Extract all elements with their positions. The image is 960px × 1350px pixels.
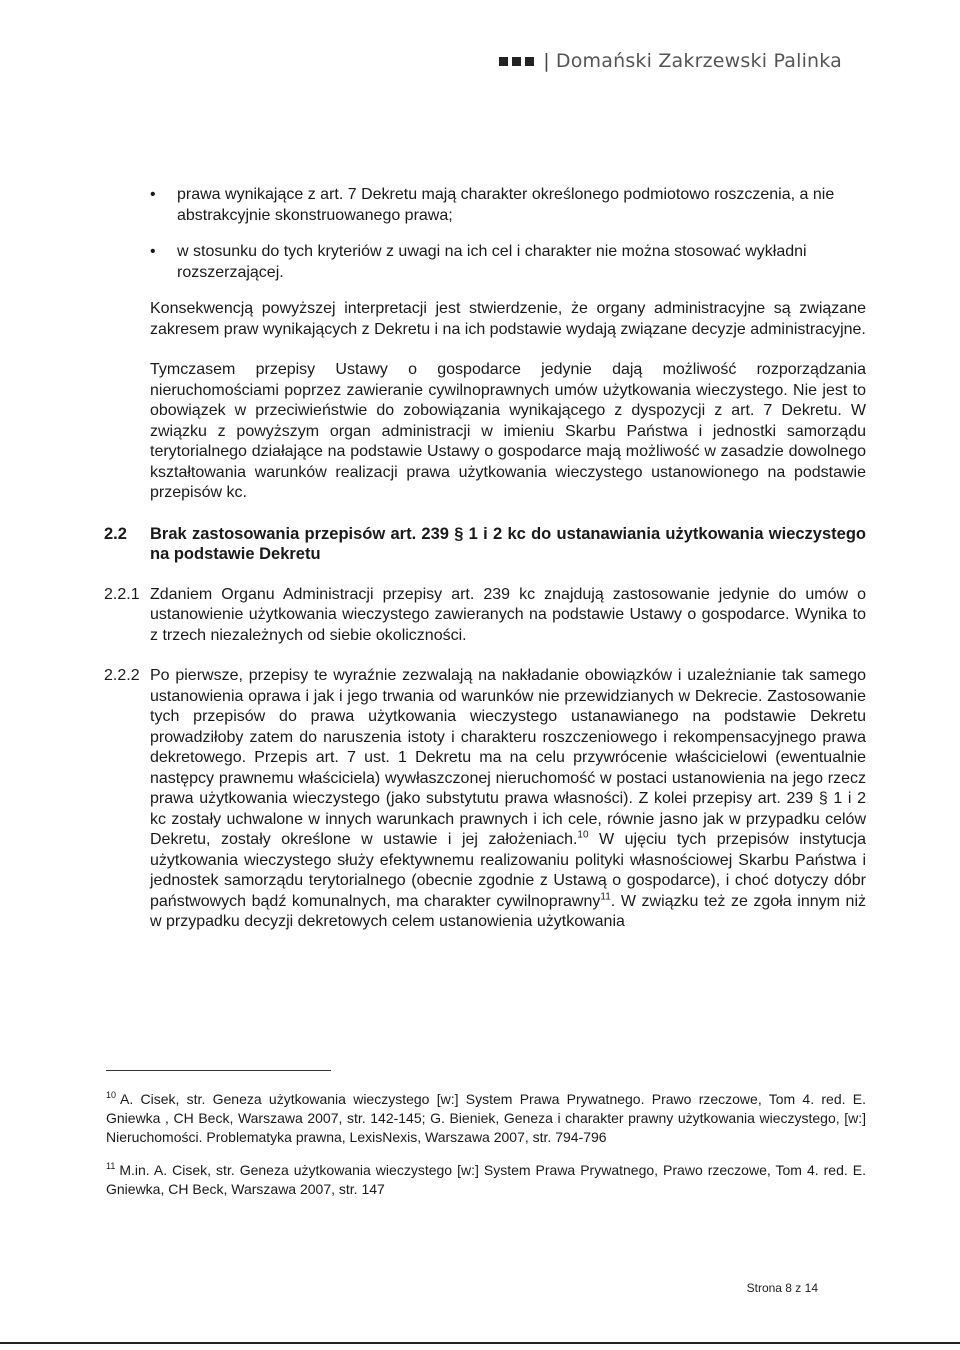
bottom-rule — [0, 1342, 960, 1344]
paragraph-text — [150, 666, 866, 933]
bullet-list — [150, 185, 866, 283]
numbered-paragraph-2-2-2 — [104, 666, 866, 933]
paragraph-text-part: W ujęciu tych przepisów instytucja użytkowania wieczystego służy efektywnemu realizowaniu polityki własnościowej Skarbu Państwa i jednostek samorządu terytorialnego (obecnie zgodnie z Ustawą o gospodarce), i choć dotyczy dóbr państwowych bądź komunalnych, ma charakter cywilnoprawny — [150, 831, 866, 910]
footnote-ref[interactable]: 11 — [600, 891, 611, 903]
paragraph-number: 2.2.2 — [104, 667, 140, 684]
header-separator: | — [543, 50, 550, 72]
footnotes — [106, 1090, 866, 1213]
footnote-text: M.in. A. Cisek, str. Geneza użytkowania wieczystego [w:] System Prawa Prywatnego, Prawo rzeczowe, Tom 4. red. E. Gniewka, CH Beck, Warszawa 2007, str. 147 — [106, 1162, 866, 1197]
footnote-number: 11 — [106, 1161, 116, 1172]
paragraph-text-part: . W związku też ze zgoła innym niż w przypadku decyzji dekretowych celem ustanowienia użytkowania — [150, 892, 866, 930]
paragraph: Tymczasem przepisy Ustawy o gospodarce jedynie dają możliwość rozporządzania nieruchomościami poprzez zawieranie cywilnoprawnych umów użytkowania wieczystego. Nie jest to obowiązek w przeciwieństwie do zobowiązania wynikającego z dyspozycji z art. 7 Dekretu. W związku z powyższym organ administracji w imieniu Skarbu Państwa i jednostki samorządu terytorialnego działające na podstawie Ustawy o gospodarce mają możliwość w zasadzie dowolnego kształtowania warunków realizacji prawa użytkowania wieczystego ustanowionego na podstawie przepisów kc. — [150, 361, 866, 501]
section-heading — [104, 524, 866, 565]
footnote — [106, 1090, 866, 1147]
firm-name: Domański Zakrzewski Palinka — [555, 50, 842, 72]
page-number: Strona 8 z 14 — [746, 1281, 818, 1295]
list-item: • prawa wynikające z art. 7 Dekretu mają charakter określonego podmiotowo roszczenia, a nie abstrakcyjnie skonstruowanego prawa; — [150, 185, 866, 226]
logo-squares-icon — [499, 57, 534, 66]
footnote-ref[interactable]: 10 — [577, 829, 589, 841]
footnote-divider — [106, 1070, 331, 1071]
numbered-paragraph-2-2-1 — [104, 585, 866, 647]
page-header — [499, 50, 842, 72]
list-item: • w stosunku do tych kryteriów z uwagi na ich cel i charakter nie można stosować wykładni rozszerzającej. — [150, 242, 866, 283]
section-number: 2.2 — [104, 524, 127, 543]
footnote-text: A. Cisek, str. Geneza użytkowania wieczystego [w:] System Prawa Prywatnego. Prawo rzeczowe, Tom 4. red. E. Gniewka , CH Beck, Warszawa 2007, str. 142-145; G. Bieniek, Geneza i charakter prawny użytkowania wieczystego, [w:] Nieruchomości. Problematyka prawna, LexisNexis, Warszawa 2007, str. 794-796 — [106, 1091, 866, 1145]
footnote-number: 10 — [106, 1090, 117, 1101]
footnote — [106, 1161, 866, 1199]
paragraph-number: 2.2.1 — [104, 585, 140, 603]
paragraph: Konsekwencją powyższej interpretacji jest stwierdzenie, że organy administracyjne są związane zakresem praw wynikających z Dekretu i na ich podstawie wydają związane decyzje administracyjne. — [150, 300, 866, 338]
paragraph-text-part: Po pierwsze, przepisy te wyraźnie zezwalają na nakładanie obowiązków i uzależnianie tak samego ustanowienia oprawa i jak i jego trwania od warunków nie przewidzianych w Dekrecie. Zastosowanie tych przepisów do prawa użytkowania wieczystego ustanawianego na podstawie Dekretu prowadziłoby zatem do naruszenia istoty i charakteru roszczeniowego i rekompensacyjnego prawa dekretowego. Przepis art. 7 ust. 1 Dekretu ma na celu przywrócenie właścicielowi (ewentualnie następcy prawnemu właściciela) wywłaszczonej nieruchomość w postaci ustanowienia na jego rzecz prawa użytkowania wieczystego (jako substytutu prawa własności). Z kolei przepisy art. 239 § 1 i 2 kc zostały uchwalone w innych warunkach prawnych i ich cele, równie jasno jak w przypadku celów Dekretu, zostały określone w ustawie i jej założeniach. — [150, 667, 866, 848]
main-content — [104, 185, 866, 953]
section-title: Brak zastosowania przepisów art. 239 § 1 i 2 kc do ustanawiania użytkowania wieczystego na podstawie Dekretu — [150, 524, 866, 563]
paragraph-text: Zdaniem Organu Administracji przepisy art. 239 kc znajdują zastosowanie jedynie do umów o ustanowienie użytkowania wieczystego zawieranych na podstawie Ustawy o gospodarce. Wynika to z trzech niezależnych od siebie okoliczności. — [150, 585, 866, 644]
